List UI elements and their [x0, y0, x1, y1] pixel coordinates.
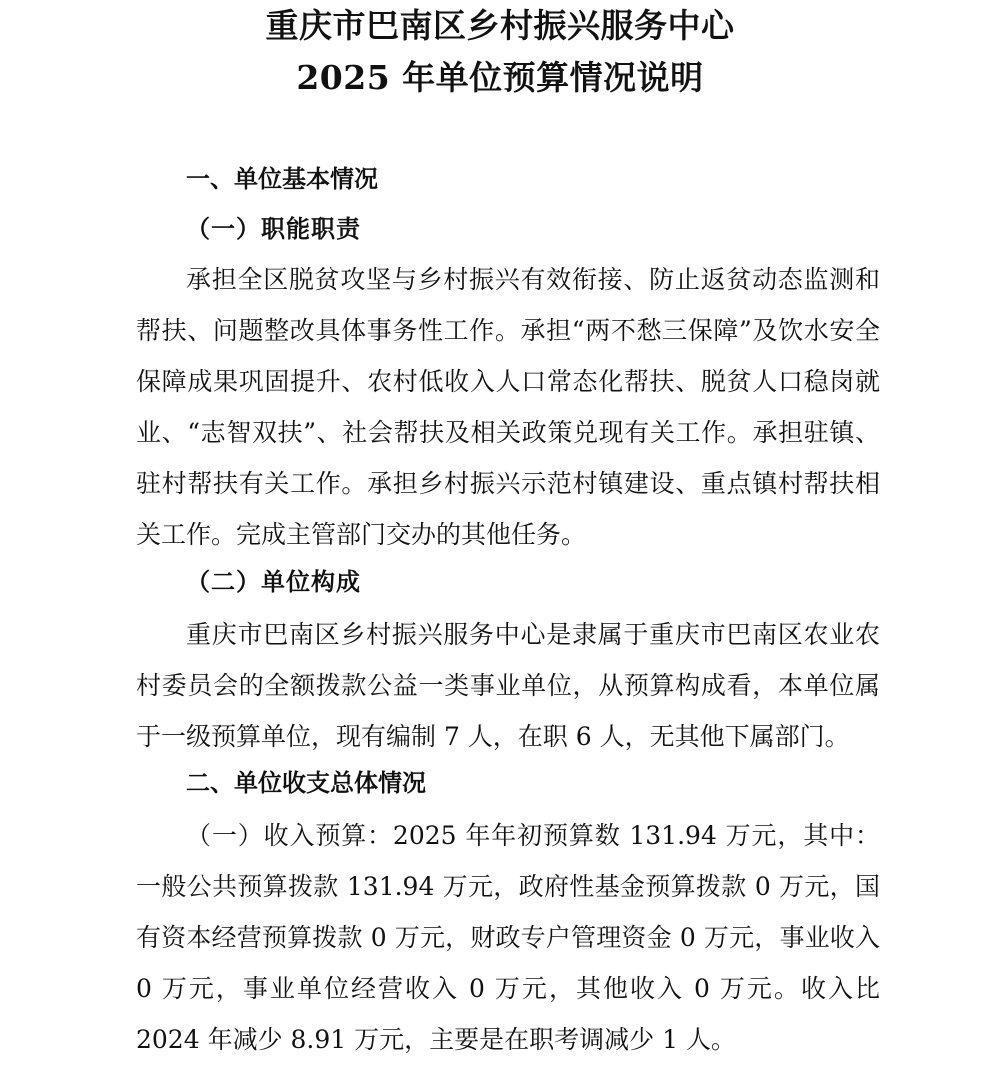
section1-sub1-heading: （一）职能职责: [186, 214, 361, 243]
section1-heading: 一、单位基本情况: [186, 164, 378, 193]
section2-heading: 二、单位收支总体情况: [186, 768, 426, 797]
section1-sub2-heading: （二）单位构成: [186, 567, 361, 596]
income-budget-paragraph: （一）收入预算：2025 年年初预算数 131.94 万元，其中：一般公共预算拨款 131.94 万元，政府性基金预算拨款 0 万元，国有资本经营预算拨款 0 万元，财政专户管理资金 0 万元，事业收入 0 万元，事业单位经营收入 0 万元，其他收入 0 万元。收入比 2024 年减少 8.91 万元，主要是在职考调减少 1 人。: [136, 821, 880, 1054]
document-title-line2: 2025 年单位预算情况说明: [296, 58, 704, 97]
document-title-line1: 重庆市巴南区乡村振兴服务中心: [265, 6, 735, 45]
composition-paragraph: 重庆市巴南区乡村振兴服务中心是隶属于重庆市巴南区农业农村委员会的全额拨款公益一类事业单位，从预算构成看，本单位属于一级预算单位，现有编制 7 人，在职 6 人，无其他下属部门。: [136, 620, 880, 751]
duties-paragraph: 承担全区脱贫攻坚与乡村振兴有效衔接、防止返贫动态监测和帮扶、问题整改具体事务性工作。承担“两不愁三保障”及饮水安全保障成果巩固提升、农村低收入人口常态化帮扶、脱贫人口稳岗就业、“志智双扶”、社会帮扶及相关政策兑现有关工作。承担驻镇、驻村帮扶有关工作。承担乡村振兴示范村镇建设、重点镇村帮扶相关工作。完成主管部门交办的其他任务。: [136, 265, 880, 549]
